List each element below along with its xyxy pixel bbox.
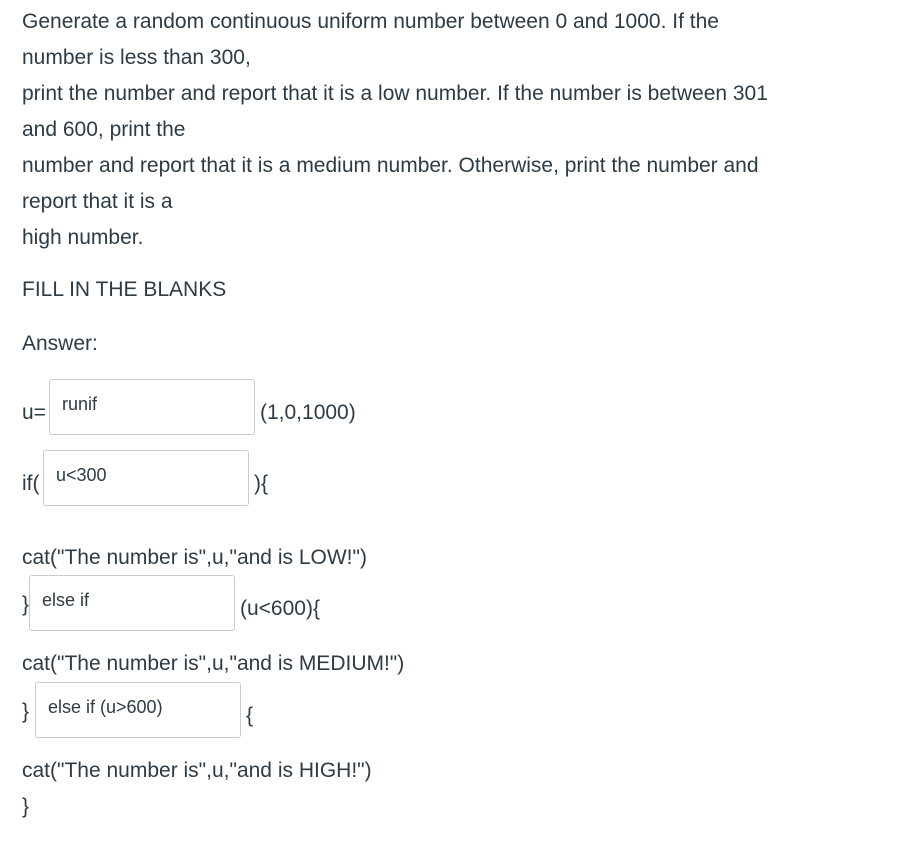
- code-suffix-if-open: ){: [254, 472, 269, 495]
- blank-2-input[interactable]: u<300: [43, 450, 249, 506]
- question-line-4: and 600, print the: [22, 118, 186, 141]
- question-line-7: high number.: [22, 226, 144, 249]
- instruction-text: FILL IN THE BLANKS: [22, 278, 227, 301]
- code-suffix-open-brace: {: [246, 704, 254, 727]
- code-prefix-if: if(: [22, 472, 40, 495]
- question-line-2: number is less than 300,: [22, 46, 251, 69]
- code-cat-low: cat("The number is",u,"and is LOW!"): [22, 546, 367, 569]
- question-line-5: number and report that it is a medium number. Otherwise, print the number and: [22, 154, 759, 177]
- blank-4-input[interactable]: else if (u>600): [35, 682, 241, 738]
- answer-label: Answer:: [22, 332, 98, 355]
- code-suffix-else-if-600: (u<600){: [240, 597, 320, 620]
- code-cat-medium: cat("The number is",u,"and is MEDIUM!"): [22, 652, 405, 675]
- question-line-3: print the number and report that it is a low number. If the number is between 301: [22, 82, 768, 105]
- question-line-1: Generate a random continuous uniform number between 0 and 1000. If the: [22, 10, 719, 33]
- code-final-close-brace: }: [22, 795, 30, 818]
- code-prefix-u: u=: [22, 401, 46, 424]
- code-close-brace-2: }: [22, 700, 30, 723]
- code-cat-high: cat("The number is",u,"and is HIGH!"): [22, 759, 372, 782]
- code-suffix-runif-args: (1,0,1000): [260, 401, 356, 424]
- question-line-6: report that it is a: [22, 190, 173, 213]
- blank-1-input[interactable]: runif: [49, 379, 255, 435]
- code-close-brace-1: }: [22, 593, 30, 616]
- question-text: [22, 4, 892, 256]
- blank-3-input[interactable]: else if: [29, 575, 235, 631]
